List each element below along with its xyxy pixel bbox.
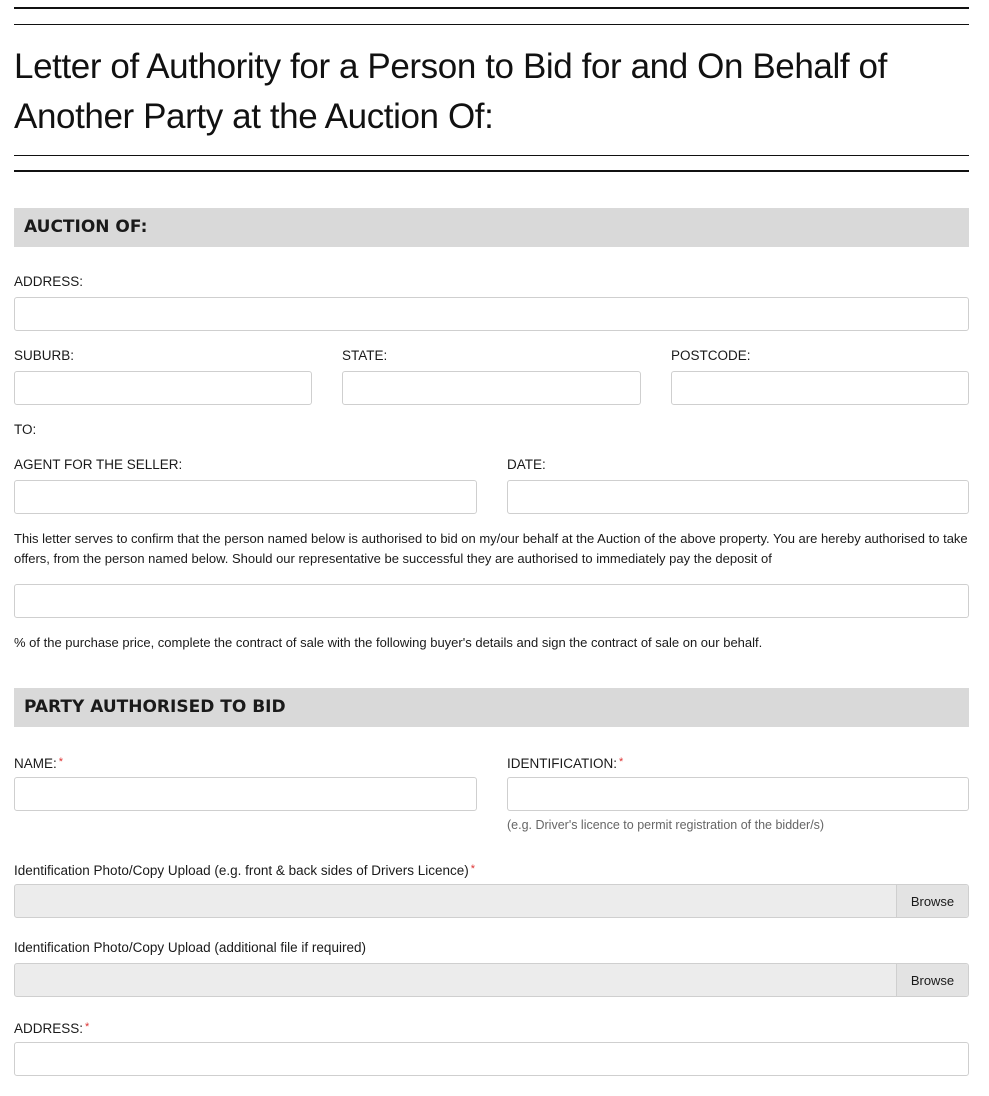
upload1-label: Identification Photo/Copy Upload (e.g. front & back sides of Drivers Licence) * — [14, 863, 476, 878]
name-label: NAME: * — [14, 756, 64, 771]
deposit-input[interactable] — [14, 584, 969, 618]
upload1-browse-button[interactable]: Browse — [896, 885, 968, 917]
required-mark: * — [85, 1021, 90, 1033]
required-mark: * — [619, 756, 624, 768]
suburb-input[interactable] — [14, 371, 312, 405]
date-label: DATE: — [507, 457, 546, 472]
agent-label: AGENT FOR THE SELLER: — [14, 457, 183, 472]
authority-text: This letter serves to confirm that the person named below is authorised to bid on my/our behalf at the Auction of the above property. You are hereby authorised to take offers, from the person named below. Should our representative be successful they are authorised to immediately pay the deposit of — [14, 531, 968, 566]
date-input[interactable] — [507, 480, 969, 514]
title-divider-thin — [14, 155, 969, 156]
postcode-input[interactable] — [671, 371, 969, 405]
auction-address-input[interactable] — [14, 297, 969, 331]
party-address-input[interactable] — [14, 1042, 969, 1076]
identification-input[interactable] — [507, 777, 969, 811]
state-input[interactable] — [342, 371, 641, 405]
upload2-field[interactable] — [14, 963, 969, 997]
upload1-field[interactable] — [14, 884, 969, 918]
suburb-label: SUBURB: — [14, 348, 75, 363]
section-auction-of: AUCTION OF: — [14, 208, 969, 247]
identification-label: IDENTIFICATION: * — [507, 756, 624, 771]
required-mark: * — [470, 863, 476, 875]
top-divider — [14, 7, 969, 9]
state-label: STATE: — [342, 348, 388, 363]
identification-hint: (e.g. Driver's licence to permit registration of the bidder/s) — [507, 818, 825, 832]
page-title: Letter of Authority for a Person to Bid for and On Behalf of Another Party at the Auction Of: — [14, 47, 887, 136]
title-divider — [14, 170, 969, 172]
to-label: TO: — [14, 422, 37, 437]
auction-address-label: ADDRESS: — [14, 274, 84, 289]
upload2-label: Identification Photo/Copy Upload (additional file if required) — [14, 940, 366, 955]
required-mark: * — [58, 756, 64, 768]
top-divider-thin — [14, 24, 969, 25]
party-address-label: ADDRESS: * — [14, 1021, 90, 1036]
postcode-label: POSTCODE: — [671, 348, 751, 363]
upload2-browse-button[interactable]: Browse — [896, 964, 968, 996]
agent-input[interactable] — [14, 480, 477, 514]
section-party-authorised: PARTY AUTHORISED TO BID — [14, 688, 969, 727]
name-input[interactable] — [14, 777, 477, 811]
deposit-suffix-text: % of the purchase price, complete the contract of sale with the following buyer's details and sign the contract of sale on our behalf. — [14, 635, 763, 650]
